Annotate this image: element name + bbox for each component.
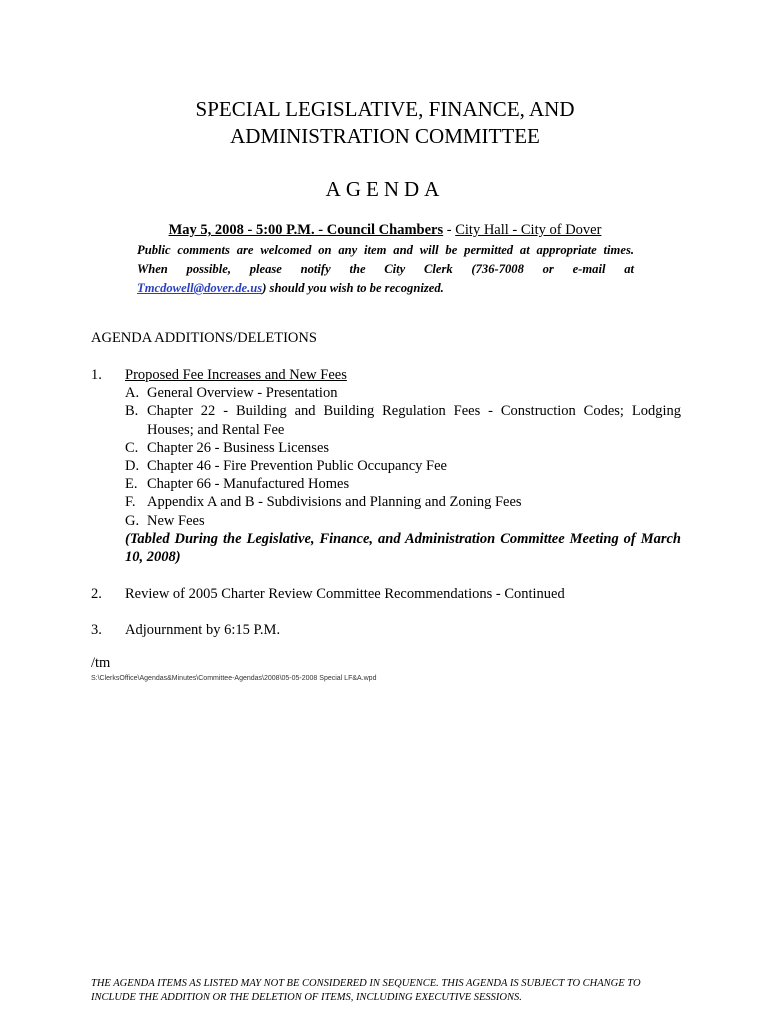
subitem-e: E. Chapter 66 - Manufactured Homes [125, 476, 350, 493]
item-heading: Adjournment by 6:15 P.M. [125, 622, 281, 638]
meeting-separator: - [314, 222, 327, 238]
item-number: 1. [91, 367, 102, 383]
agenda-item-2 [91, 585, 681, 603]
agenda-heading: AGENDA [325, 177, 445, 201]
agenda-disclaimer: THE AGENDA ITEMS AS LISTED MAY NOT BE CONSIDERED IN SEQUENCE. THIS AGENDA IS SUBJECT TO CHANGE TO INCLUDE THE ADDITION OR THE DELETION OF ITEMS, INCLUDING EXECUTIVE SESSIONS. [91, 978, 641, 1003]
subitem-b: B. Chapter 22 - Building and Building Regulation Fees - Construction Codes; Lodging Houses; and Rental Fee [125, 403, 681, 438]
title-line-1: SPECIAL LEGISLATIVE, FINANCE, AND [195, 97, 575, 121]
meeting-date-time: May 5, 2008 - 5:00 P.M. [168, 222, 315, 238]
public-comments-line-3-rest: ) should you wish to be recognized. [262, 281, 444, 295]
item-number: 2. [91, 586, 102, 602]
item-heading: Review of 2005 Charter Review Committee Recommendations - Continued [125, 586, 565, 602]
subitem-g: G. New Fees [125, 512, 205, 529]
subitem-c: C. Chapter 26 - Business Licenses [125, 439, 330, 456]
agenda-additions-deletions: AGENDA ADDITIONS/DELETIONS [91, 330, 317, 346]
subitem-a: A. General Overview - Presentation [125, 385, 338, 402]
committee-title [0, 96, 770, 150]
meeting-location: Council Chambers [326, 222, 444, 238]
meeting-info [0, 222, 770, 239]
typist-initials: /tm [91, 655, 111, 671]
public-comments-line-3 [137, 281, 444, 295]
file-path: S:\ClerksOffice\Agendas&Minutes\Committee-Agendas\2008\05-05-2008 Special LF&A.wpd [91, 675, 377, 682]
subitem-f: F. Appendix A and B - Subdivisions and Planning and Zoning Fees [125, 494, 522, 511]
meeting-separator-2: - [443, 222, 456, 238]
clerk-email-link[interactable]: Tmcdowell@dover.de.us [137, 281, 263, 295]
meeting-place: City Hall - City of Dover [455, 222, 602, 238]
item-heading: Proposed Fee Increases and New Fees [125, 367, 347, 383]
agenda-item-3 [91, 621, 681, 639]
public-comments-line-2: When possible, please notify the City Clerk (736-7008 or e-mail at [137, 262, 634, 276]
tabled-note: (Tabled During the Legislative, Finance, and Administration Committee Meeting of March 10, 2008) [125, 530, 681, 566]
public-comments-notice [137, 241, 634, 298]
subitem-d: D. Chapter 46 - Fire Prevention Public Occupancy Fee [125, 458, 447, 475]
agenda-item-1 [91, 366, 681, 566]
item-number: 3. [91, 622, 102, 638]
title-line-2: ADMINISTRATION COMMITTEE [230, 124, 540, 148]
public-comments-line-1: Public comments are welcomed on any item and will be permitted at appropriate times. [137, 243, 634, 257]
